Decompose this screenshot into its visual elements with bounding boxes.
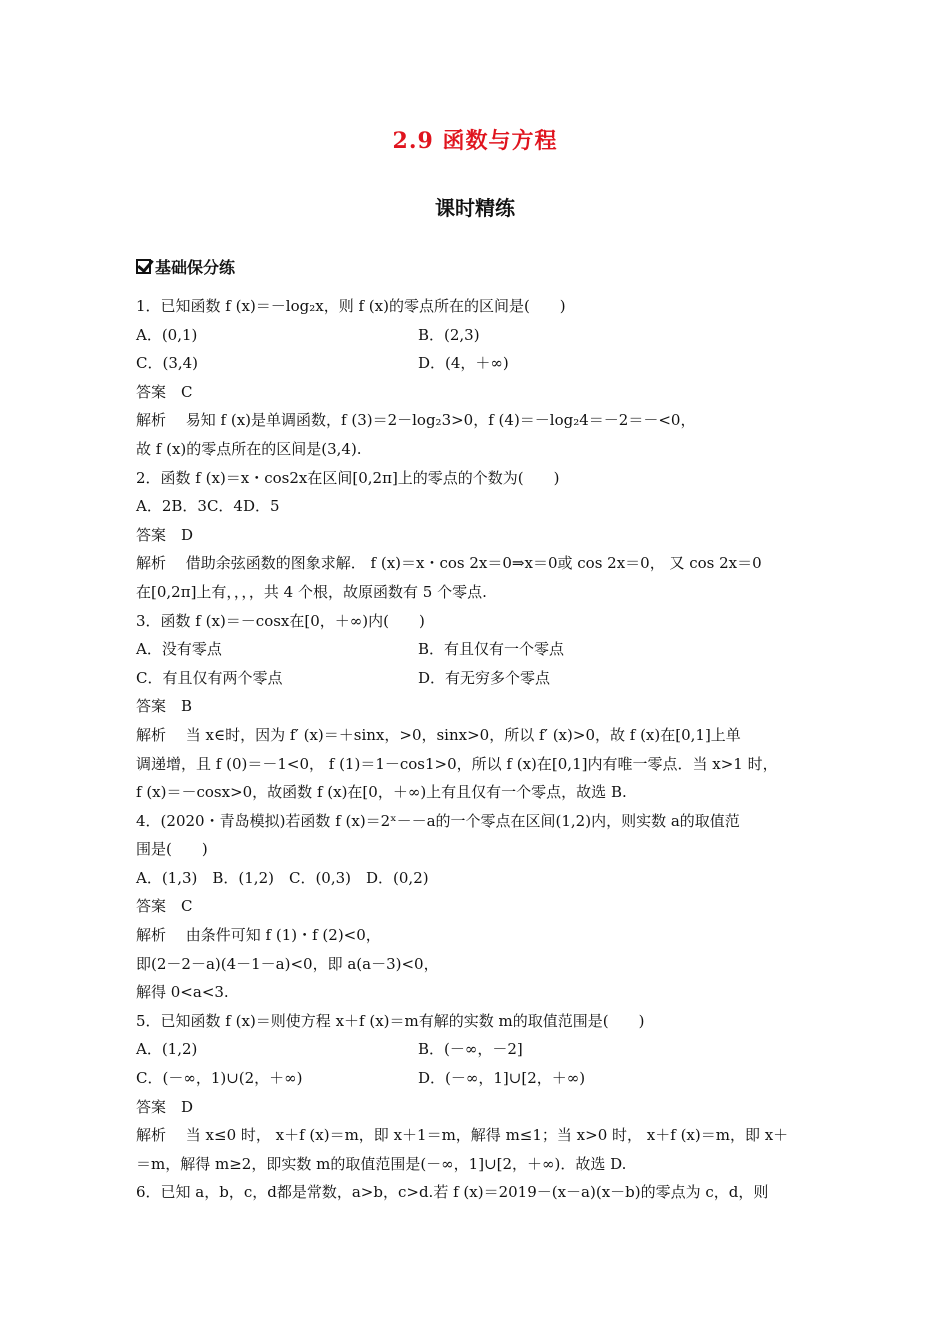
section-heading bbox=[136, 255, 235, 278]
option-left: A．没有零点 bbox=[136, 640, 222, 659]
section-label: 基础保分练 bbox=[155, 258, 236, 277]
text-line: 在[0,2π]上有，，，，共 4 个根，故原函数有 5 个零点. bbox=[136, 582, 487, 601]
text-line: 即(2－2－a)(4－1－a)<0，即 a(a－3)<0， bbox=[136, 954, 439, 973]
text-line: A．2B．3C．4D．5 bbox=[136, 497, 280, 516]
text-line: ＝m，解得 m≥2，即实数 m的取值范围是(－∞，1]∪[2，＋∞)．故选 D. bbox=[136, 1154, 627, 1173]
text-line: 2．函数 f (x)＝x・cos2x在区间[0,2π]上的零点的个数为( ) bbox=[136, 468, 560, 487]
text-line: 3．函数 f (x)＝－cosx在[0，＋∞)内( ) bbox=[136, 611, 425, 630]
text-line: 故 f (x)的零点所在的区间是(3,4). bbox=[136, 439, 362, 458]
option-row bbox=[136, 349, 816, 378]
option-row bbox=[136, 321, 816, 350]
text-line: 答案 C bbox=[136, 897, 193, 916]
option-left: A．(0,1) bbox=[136, 325, 198, 344]
option-left: C．(－∞，1)∪(2，＋∞) bbox=[136, 1069, 303, 1088]
text-line: 解析 当 x≤0 时， x＋f (x)＝m，即 x＋1＝m，解得 m≤1；当 x>0 时， x＋f (x)＝m，即 x＋ bbox=[136, 1126, 789, 1145]
text-line: 答案 D bbox=[136, 525, 194, 544]
option-left: A．(1,2) bbox=[136, 1040, 198, 1059]
option-row bbox=[136, 1035, 816, 1064]
option-left: C．有且仅有两个零点 bbox=[136, 668, 283, 687]
text-line: 答案 B bbox=[136, 697, 193, 716]
option-right: B．(2,3) bbox=[418, 325, 480, 344]
option-right: B．有且仅有一个零点 bbox=[418, 640, 565, 659]
option-left: C．(3,4) bbox=[136, 354, 199, 373]
text-line: 解析 借助余弦函数的图象求解． f (x)＝x・cos 2x＝0⇒x＝0或 cos 2x＝0， 又 cos 2x＝0 bbox=[136, 554, 762, 573]
text-line: 6．已知 a，b，c，d都是常数，a>b，c>d.若 f (x)＝2019－(x－a)(x－b)的零点为 c，d，则 bbox=[136, 1183, 769, 1202]
page-subtitle: 课时精练 bbox=[435, 196, 515, 220]
option-row bbox=[136, 1064, 816, 1093]
option-row bbox=[136, 664, 816, 693]
text-line: 解析 当 x∈时，因为 f′ (x)＝＋sinx，>0，sinx>0，所以 f′ (x)>0，故 f (x)在[0,1]上单 bbox=[136, 725, 741, 744]
text-line: 解析 易知 f (x)是单调函数，f (3)＝2－log₂3>0，f (4)＝－log₂4＝－2＝－<0， bbox=[136, 411, 696, 430]
option-right: D．(4，＋∞) bbox=[418, 354, 509, 373]
option-row bbox=[136, 635, 816, 664]
text-line: A．(1,3) B．(1,2) C．(0,3) D．(0,2) bbox=[136, 868, 429, 887]
text-line: 围是( ) bbox=[136, 840, 208, 859]
text-line: 答案 D bbox=[136, 1097, 194, 1116]
option-right: D．(－∞，1]∪[2，＋∞) bbox=[418, 1069, 586, 1088]
text-line: 答案 C bbox=[136, 382, 193, 401]
text-line: 解析 由条件可知 f (1)・f (2)<0， bbox=[136, 926, 381, 945]
text-line: 调递增，且 f (0)＝－1<0， f (1)＝1－cos1>0，所以 f (x)在[0,1]内有唯一零点．当 x>1 时， bbox=[136, 754, 778, 773]
text-line: 4．(2020・青岛模拟)若函数 f (x)＝2ˣ－－a的一个零点在区间(1,2)内，则实数 a的取值范 bbox=[136, 811, 740, 830]
text-line: 解得 0<a<3. bbox=[136, 983, 229, 1002]
document-body bbox=[136, 292, 816, 1207]
checkbox-icon bbox=[136, 259, 151, 274]
text-line: 1．已知函数 f (x)＝－log₂x，则 f (x)的零点所在的区间是( ) bbox=[136, 297, 566, 315]
page-title: 2.9 函数与方程 bbox=[392, 128, 558, 154]
text-line: 5．已知函数 f (x)＝则使方程 x＋f (x)＝m有解的实数 m的取值范围是( ) bbox=[136, 1011, 645, 1030]
option-right: B．(－∞，－2] bbox=[418, 1040, 523, 1059]
option-right: D．有无穷多个零点 bbox=[418, 668, 551, 687]
text-line: f (x)＝－cosx>0，故函数 f (x)在[0，＋∞)上有且仅有一个零点，故选 B. bbox=[136, 783, 627, 802]
